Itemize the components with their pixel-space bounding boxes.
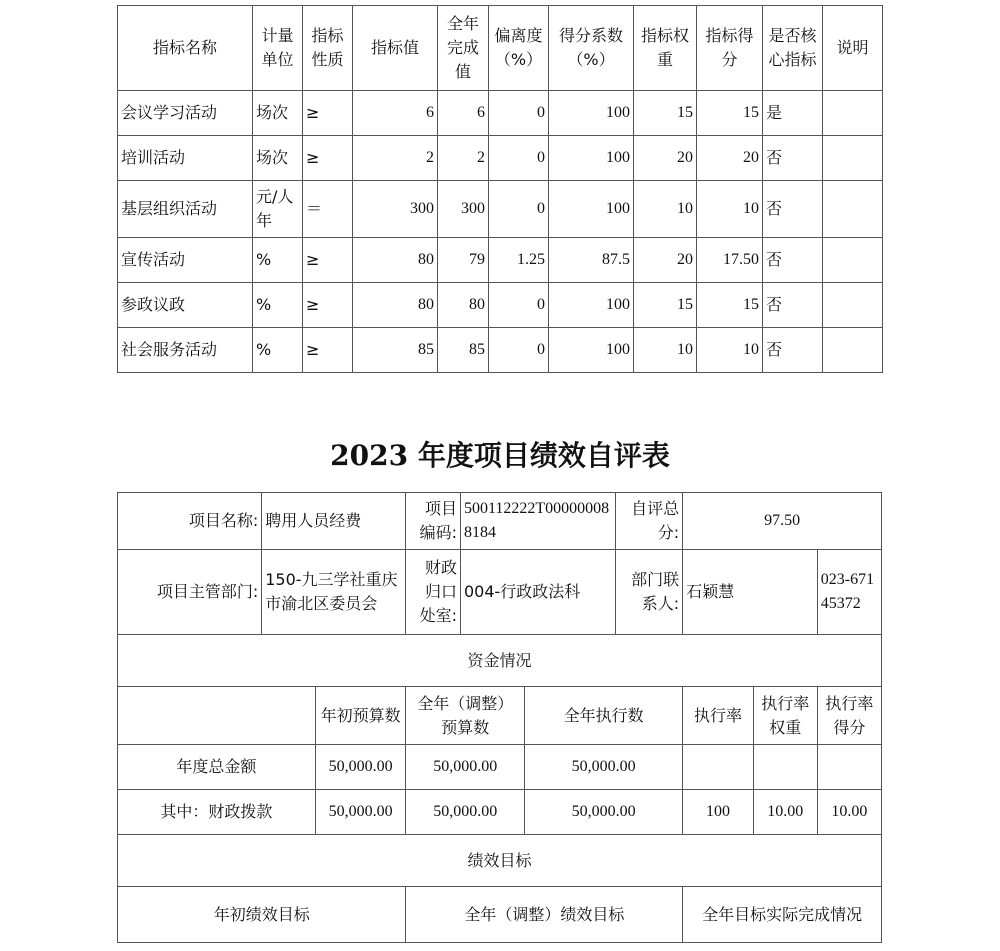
- self-score-value: 97.50: [683, 493, 882, 550]
- project-code-label: 项目编码:: [406, 493, 460, 550]
- header-deviation: 偏离度（%）: [489, 6, 549, 91]
- goals-header-adjusted: 全年（调整）绩效目标: [406, 887, 683, 943]
- project-code-value: 500112222T000000088184: [460, 493, 615, 550]
- contact-label: 部门联系人:: [615, 550, 682, 635]
- funds-rate-score: 10.00: [817, 790, 881, 835]
- indicator-core: 否: [763, 136, 823, 181]
- indicator-actual: 6: [438, 91, 489, 136]
- table-row: [118, 745, 882, 790]
- indicator-unit: %: [253, 238, 303, 283]
- indicator-actual: 85: [438, 328, 489, 373]
- indicator-name: 培训活动: [118, 136, 253, 181]
- dept-value: 150-九三学社重庆市渝北区委员会: [262, 550, 406, 635]
- table-row: [118, 283, 883, 328]
- indicator-nature: ≥: [303, 328, 353, 373]
- funds-executed: 50,000.00: [525, 745, 683, 790]
- funds-adjusted: 50,000.00: [406, 790, 525, 835]
- funds-header-adjusted: 全年（调整）预算数: [406, 687, 525, 745]
- indicator-note: [823, 283, 883, 328]
- indicator-coef: 87.5: [549, 238, 634, 283]
- indicator-nature: ≥: [303, 136, 353, 181]
- indicator-score: 10: [697, 328, 763, 373]
- indicator-deviation: 0: [489, 136, 549, 181]
- indicator-note: [823, 238, 883, 283]
- indicator-table: [117, 5, 883, 373]
- indicator-score: 10: [697, 181, 763, 238]
- project-eval-table: [117, 492, 882, 943]
- indicator-core: 否: [763, 283, 823, 328]
- funds-row-label: 其中：财政拨款: [118, 790, 316, 835]
- indicator-note: [823, 181, 883, 238]
- phone-value: [817, 550, 881, 635]
- indicator-target: 80: [353, 283, 438, 328]
- indicator-deviation: 0: [489, 91, 549, 136]
- indicator-actual: 79: [438, 238, 489, 283]
- header-nature: 指标性质: [303, 6, 353, 91]
- goals-section-row: [118, 835, 882, 887]
- indicator-target: 80: [353, 238, 438, 283]
- indicator-target: 6: [353, 91, 438, 136]
- indicator-name: 基层组织活动: [118, 181, 253, 238]
- funds-header-rate-weight: 执行率权重: [753, 687, 817, 745]
- indicator-weight: 15: [634, 283, 697, 328]
- table-row: [118, 328, 883, 373]
- funds-header-rate: 执行率: [683, 687, 754, 745]
- indicator-target: 85: [353, 328, 438, 373]
- table-row: [118, 238, 883, 283]
- funds-section-title: 资金情况: [118, 635, 882, 687]
- header-actual: 全年完成值: [438, 6, 489, 91]
- header-coef: 得分系数（%）: [549, 6, 634, 91]
- indicator-note: [823, 136, 883, 181]
- contact-value: 石颖慧: [683, 550, 818, 635]
- indicator-nature: ＝: [303, 181, 353, 238]
- funds-adjusted: 50,000.00: [406, 745, 525, 790]
- indicator-nature: ≥: [303, 91, 353, 136]
- funds-row-label: 年度总金额: [118, 745, 316, 790]
- indicator-note: [823, 328, 883, 373]
- indicator-score: 15: [697, 91, 763, 136]
- indicator-core: 否: [763, 181, 823, 238]
- indicator-nature: ≥: [303, 238, 353, 283]
- funds-header-row: [118, 687, 882, 745]
- header-unit: 计量单位: [253, 6, 303, 91]
- indicator-header-row: [118, 6, 883, 91]
- indicator-score: 20: [697, 136, 763, 181]
- indicator-name: 宣传活动: [118, 238, 253, 283]
- indicator-coef: 100: [549, 181, 634, 238]
- funds-rate: 100: [683, 790, 754, 835]
- indicator-coef: 100: [549, 136, 634, 181]
- table-row: [118, 790, 882, 835]
- self-score-label: 自评总分:: [615, 493, 682, 550]
- funds-initial: 50,000.00: [315, 790, 406, 835]
- funds-section-row: [118, 635, 882, 687]
- header-score: 指标得分: [697, 6, 763, 91]
- project-name-value: 聘用人员经费: [262, 493, 406, 550]
- funds-rate: [683, 745, 754, 790]
- indicator-weight: 20: [634, 136, 697, 181]
- indicator-weight: 10: [634, 181, 697, 238]
- indicator-score: 15: [697, 283, 763, 328]
- dept-label: 项目主管部门:: [118, 550, 262, 635]
- funds-executed: 50,000.00: [525, 790, 683, 835]
- indicator-unit: 元/人年: [253, 181, 303, 238]
- funds-rate-weight: 10.00: [753, 790, 817, 835]
- page-title: 2023 年度项目绩效自评表: [330, 439, 670, 472]
- indicator-weight: 10: [634, 328, 697, 373]
- indicator-deviation: 1.25: [489, 238, 549, 283]
- table-row: [118, 136, 883, 181]
- indicator-deviation: 0: [489, 283, 549, 328]
- indicator-coef: 100: [549, 328, 634, 373]
- funds-rate-score: [817, 745, 881, 790]
- header-indicator-name: 指标名称: [118, 6, 253, 91]
- project-dept-row: [118, 550, 882, 635]
- funds-header-initial: 年初预算数: [315, 687, 406, 745]
- funds-initial: 50,000.00: [315, 745, 406, 790]
- indicator-actual: 80: [438, 283, 489, 328]
- indicator-core: 否: [763, 238, 823, 283]
- header-note: 说明: [823, 6, 883, 91]
- indicator-note: [823, 91, 883, 136]
- indicator-name: 社会服务活动: [118, 328, 253, 373]
- indicator-weight: 15: [634, 91, 697, 136]
- goals-header-initial: 年初绩效目标: [118, 887, 406, 943]
- indicator-actual: 300: [438, 181, 489, 238]
- funds-header-blank: [118, 687, 316, 745]
- header-weight: 指标权重: [634, 6, 697, 91]
- indicator-core: 否: [763, 328, 823, 373]
- indicator-coef: 100: [549, 283, 634, 328]
- indicator-weight: 20: [634, 238, 697, 283]
- indicator-target: 2: [353, 136, 438, 181]
- funds-header-executed: 全年执行数: [525, 687, 683, 745]
- goals-section-title: 绩效目标: [118, 835, 882, 887]
- indicator-name: 会议学习活动: [118, 91, 253, 136]
- indicator-deviation: 0: [489, 328, 549, 373]
- project-info-row: [118, 493, 882, 550]
- office-value: 004-行政政法科: [460, 550, 615, 635]
- table-row: [118, 91, 883, 136]
- funds-rate-weight: [753, 745, 817, 790]
- indicator-score: 17.50: [697, 238, 763, 283]
- indicator-deviation: 0: [489, 181, 549, 238]
- indicator-coef: 100: [549, 91, 634, 136]
- goals-header-actual: 全年目标实际完成情况: [683, 887, 882, 943]
- header-core: 是否核心指标: [763, 6, 823, 91]
- indicator-unit: 场次: [253, 91, 303, 136]
- phone-number: 023-67145372: [820, 571, 875, 612]
- goals-header-row: [118, 887, 882, 943]
- indicator-nature: ≥: [303, 283, 353, 328]
- indicator-name: 参政议政: [118, 283, 253, 328]
- indicator-target: 300: [353, 181, 438, 238]
- indicator-core: 是: [763, 91, 823, 136]
- office-label: 财政归口处室:: [406, 550, 460, 635]
- table-row: [118, 181, 883, 238]
- indicator-actual: 2: [438, 136, 489, 181]
- project-name-label: 项目名称:: [118, 493, 262, 550]
- header-target: 指标值: [353, 6, 438, 91]
- indicator-unit: %: [253, 328, 303, 373]
- indicator-unit: 场次: [253, 136, 303, 181]
- indicator-unit: %: [253, 283, 303, 328]
- funds-header-rate-score: 执行率得分: [817, 687, 881, 745]
